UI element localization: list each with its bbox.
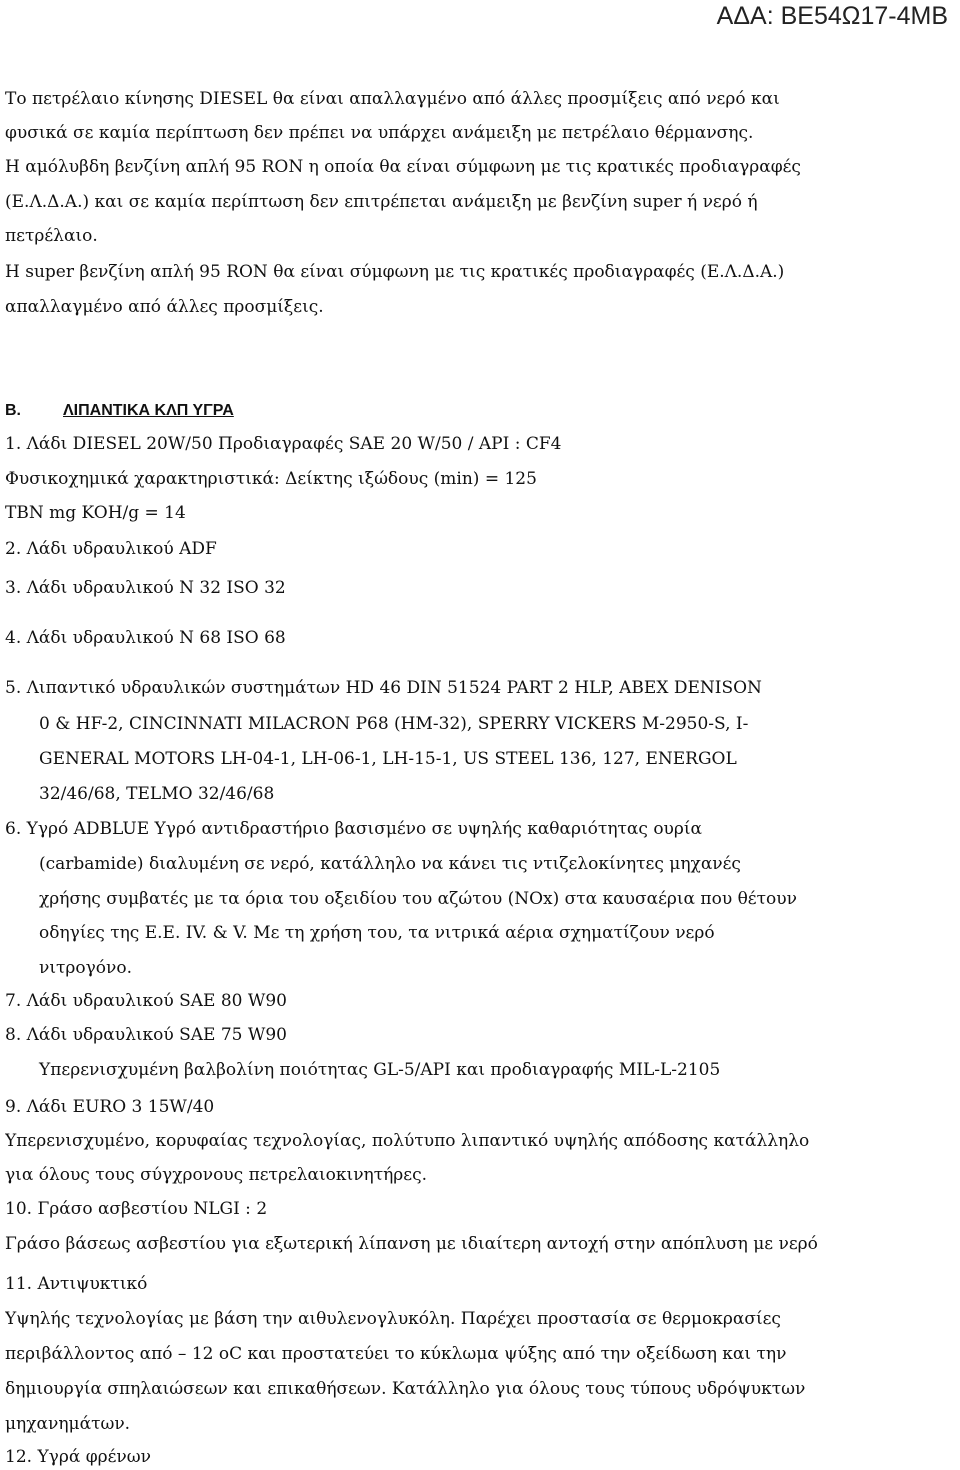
text-line: Η super βενζίνη απλή 95 RON θα είναι σύμφωνη με τις κρατικές προδιαγραφές (Ε.Λ.Δ.Α.) <box>5 262 785 282</box>
list-item-continuation: (carbamide) διαλυμένη σε νερό, κατάλληλο να κάνει τις ντιζελοκίνητες μηχανές <box>39 854 741 874</box>
list-item-continuation: 0 & HF-2, CINCINNATI MILACRON P68 (HM-32), SPERRY VICKERS M-2950-S, I- <box>39 714 749 734</box>
list-item-detail: Υπερενισχυμένο, κορυφαίας τεχνολογίας, πολύτυπο λιπαντικό υψηλής απόδοσης κατάλληλο <box>5 1131 810 1151</box>
section-letter: Β. <box>5 402 21 419</box>
list-item-continuation: 32/46/68, TELMO 32/46/68 <box>39 784 275 804</box>
ada-code: ΑΔΑ: ΒΕ54Ω17-4ΜΒ <box>716 2 948 30</box>
list-item: 1. Λάδι DIESEL 20W/50 Προδιαγραφές SAE 20 W/50 / API : CF4 <box>5 434 562 454</box>
text-line: Η αμόλυβδη βενζίνη απλή 95 RON η οποία θα είναι σύμφωνη με τις κρατικές προδιαγραφές <box>5 157 801 177</box>
list-item: 5. Λιπαντικό υδραυλικών συστημάτων HD 46 DIN 51524 PART 2 HLP, ABEX DENISON <box>5 678 762 698</box>
list-item-continuation: οδηγίες της Ε.Ε. IV. & V. Με τη χρήση του, τα νιτρικά αέρια σχηματίζουν νερό <box>39 923 715 943</box>
section-heading <box>5 400 234 422</box>
list-item: 9. Λάδι EURO 3 15W/40 <box>5 1097 215 1117</box>
section-title: ΛΙΠΑΝΤΙΚΑ ΚΛΠ ΥΓΡΑ <box>63 402 234 419</box>
list-item-detail: Φυσικοχημικά χαρακτηριστικά: Δείκτης ιξώδους (min) = 125 <box>5 469 537 489</box>
list-item: 4. Λάδι υδραυλικού Ν 68 ISO 68 <box>5 628 286 648</box>
list-item: 7. Λάδι υδραυλικού SAE 80 W90 <box>5 991 287 1011</box>
list-item: 8. Λάδι υδραυλικού SAE 75 W90 <box>5 1025 287 1045</box>
list-item-detail: Υψηλής τεχνολογίας με βάση την αιθυλενογλυκόλη. Παρέχει προστασία σε θερμοκρασίες <box>5 1309 781 1329</box>
list-item-continuation: χρήσης συμβατές με τα όρια του οξειδίου του αζώτου (NOx) στα καυσαέρια που θέτουν <box>39 889 797 909</box>
list-item: 11. Αντιψυκτικό <box>5 1274 148 1294</box>
text-line: πετρέλαιο. <box>5 226 98 246</box>
list-item-continuation: GENERAL MOTORS LH-04-1, LH-06-1, LH-15-1, US STEEL 136, 127, ENERGOL <box>39 749 737 769</box>
list-item: 2. Λάδι υδραυλικού ADF <box>5 539 217 559</box>
list-item-detail: TBN mg KOH/g = 14 <box>5 503 186 523</box>
list-item: 10. Γράσο ασβεστίου NLGI : 2 <box>5 1199 268 1219</box>
text-line: φυσικά σε καμία περίπτωση δεν πρέπει να υπάρχει ανάμειξη με πετρέλαιο θέρμανσης. <box>5 123 754 143</box>
text-line: (Ε.Λ.Δ.Α.) και σε καμία περίπτωση δεν επιτρέπεται ανάμειξη με βενζίνη super ή νερό ή <box>5 192 758 212</box>
list-item-detail: δημιουργία σπηλαιώσεων και επικαθήσεων. Κατάλληλο για όλους τους τύπους υδρόψυκτων <box>5 1379 806 1399</box>
list-item-detail: Γράσο βάσεως ασβεστίου για εξωτερική λίπανση με ιδιαίτερη αντοχή στην απόπλυση με νερό <box>5 1234 818 1254</box>
list-item: 6. Υγρό ADBLUE Υγρό αντιδραστήριο βασισμένο σε υψηλής καθαριότητας ουρία <box>5 819 703 839</box>
list-item: 12. Υγρά φρένων <box>5 1447 151 1467</box>
list-item-continuation: Υπερενισχυμένη βαλβολίνη ποιότητας GL-5/API και προδιαγραφής MIL-L-2105 <box>39 1060 721 1080</box>
list-item-continuation: νιτρογόνο. <box>39 958 133 978</box>
list-item-detail: μηχανημάτων. <box>5 1414 131 1434</box>
list-item-detail: περιβάλλοντος από – 12 oC και προστατεύει το κύκλωμα ψύξης από την οξείδωση και την <box>5 1344 787 1364</box>
list-item-detail: για όλους τους σύγχρονους πετρελαιοκινητήρες. <box>5 1165 428 1185</box>
text-line: απαλλαγμένο από άλλες προσμίξεις. <box>5 297 324 317</box>
text-line: Το πετρέλαιο κίνησης DIESEL θα είναι απαλλαγμένο από άλλες προσμίξεις από νερό και <box>5 89 780 109</box>
list-item: 3. Λάδι υδραυλικού Ν 32 ISO 32 <box>5 578 286 598</box>
